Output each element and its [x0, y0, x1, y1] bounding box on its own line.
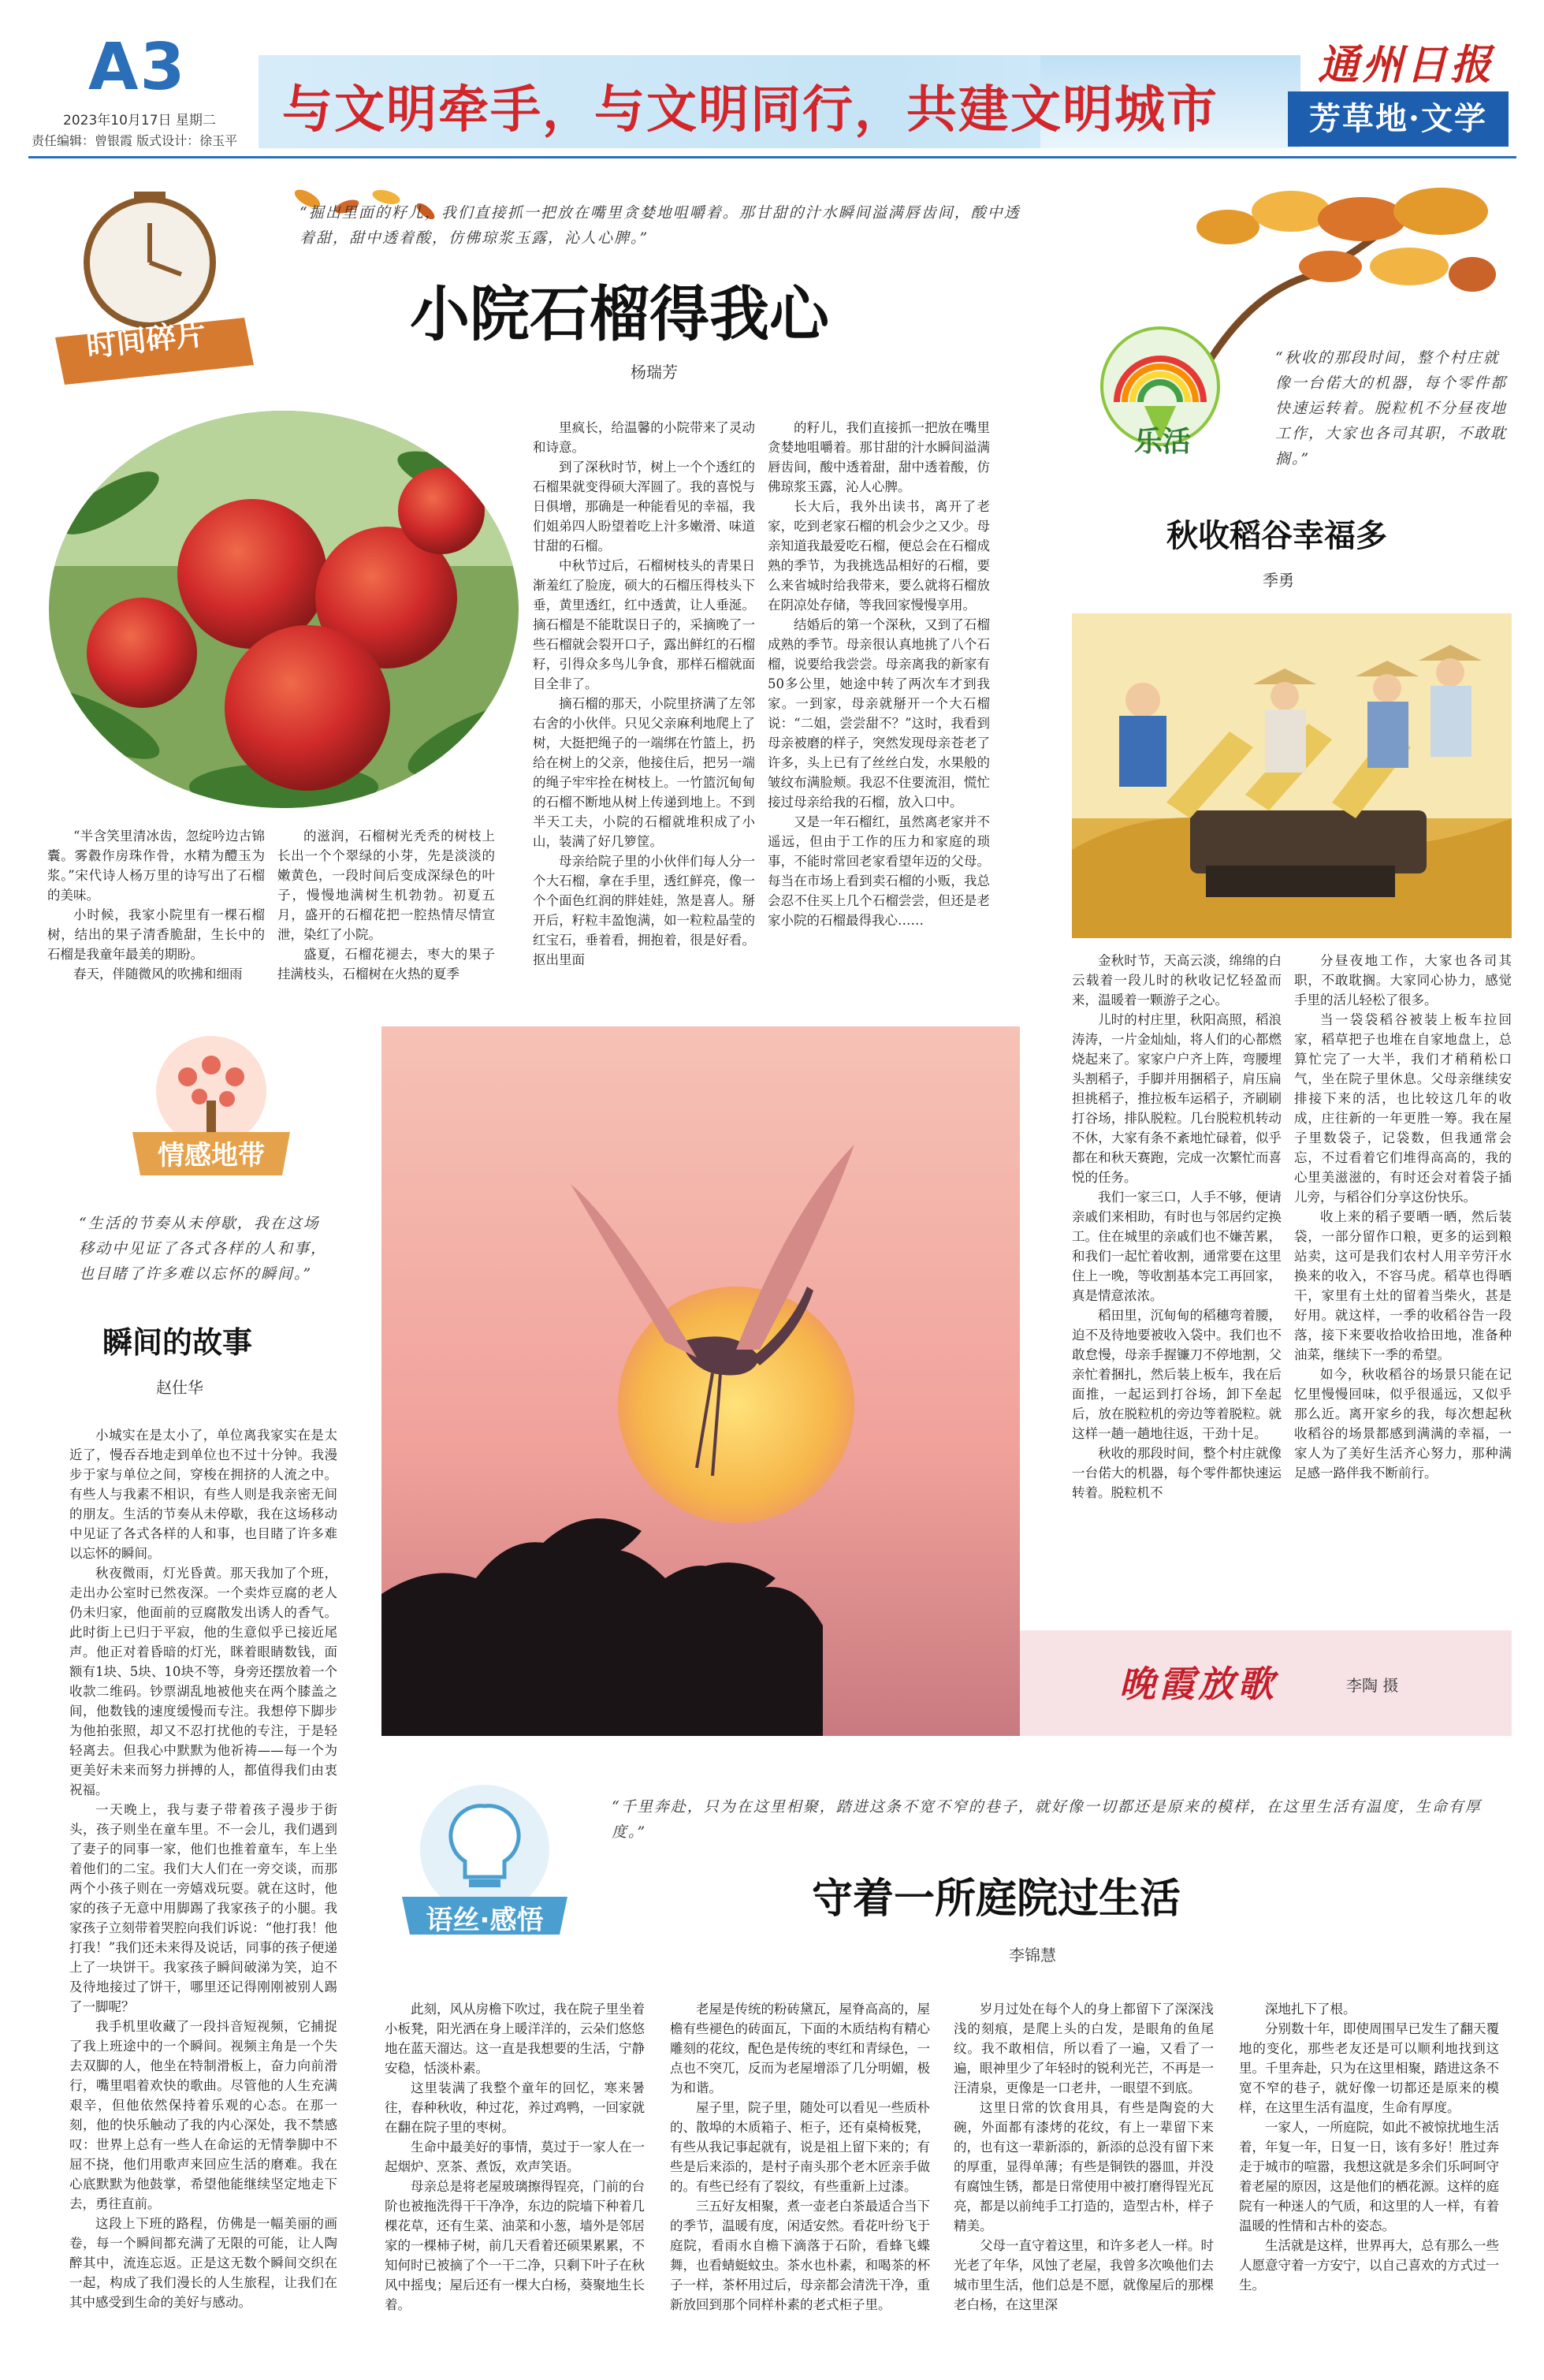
article4-title: 守着一所庭院过生活	[812, 1875, 1181, 1923]
article4-col2: 老屋是传统的粉砖黛瓦，屋脊高高的，屋檐有些褪色的砖面瓦，下面的木质结构有精心雕刻的花纹，配色是传统的枣红和青绿色，一点也不突兀，反而为老屋增添了几分明媚，极为和谐。 屋子里，院子里，随处可以看见一些质朴的、散埠的木质箱子、柜子，还有桌椅板凳，有些从我记事起就有，说是祖上留下来的；有些是后来添的，是村子南头那个老木匠亲手做的。有些已经有了裂纹，有些重新上过漆。 三五好友相聚，煮一壶老白茶最适合当下的季节，温暖有度，闲适安然。看花叶纷飞于庭院，看雨水自檐下滴落于石阶，看蜂飞蝶舞，也看蜻蜓蚊虫。茶水也朴素，和喝茶的杯子一样，茶杯用过后，母亲都会清洗干净，重新放回到那个同样朴素的老式柜子里。	[670, 2002, 930, 2312]
article3-col1: 小城实在是太小了，单位离我家实在是太近了，慢吞吞地走到单位也不过十分钟。我漫步于家与单位之间，穿梭在拥挤的人流之中。有些人与我素不相识，有些人则是我亲密无间的朋友。生活的节奏从未停歇，我在这场移动中见证了各式各样的人和事，也目睹了许多难以忘怀的瞬间。 秋夜微雨，灯光昏黄。那天我加了个班，走出办公室时已然夜深。一个卖炸豆腐的老人仍未归家，他面前的豆腐散发出诱人的香气。此时街上已归于平寂，他的生意似乎已接近尾声。他正对着昏暗的灯光，眯着眼睛数钱，面额有1块、5块、10块不等，身旁还摆放着一个收款二维码。钞票湖乱地被他夹在两个膝盖之间，他数钱的速度缓慢而专注。我想停下脚步为他拍张照，却又不忍打扰他的专注，于是轻轻离去。但我心中默默为他祈祷——每一个为更美好未来而努力拼搏的人，都值得我们由衷祝福。 一天晚上，我与妻子带着孩子漫步于街头，孩子则坐在童车里。不一会儿，我们遇到了妻子的同事一家，他们也推着童车，车上坐着他们的二宝。我们大人们在一旁交谈，而那两个小孩子则在一旁嬉戏玩耍。就在这时，他家的孩子无意中用脚踢了我家孩子的小腿。我家孩子立刻带着哭腔向我们诉说：“他打我！他打我！”我们还未来得及说话，同事的孩子便递上了一块饼干。我家孩子瞬间破涕为笑，迫不及待地接过了饼干，哪里还记得刚刚被别人踢了一脚呢？ 我手机里收藏了一段抖音短视频，它捕捉了我上班途中的一个瞬间。视频主角是一个失去双脚的人，他坐在特制滑板上，奋力向前滑行，嘴里唱着欢快的歌曲。尽管他的人生充满艰辛，但他依然保持着乐观的心态。在那一刻，他的快乐触动了我的内心深处，我不禁感叹：世界上总有一些人在命运的无情拳脚中不屈不挠，他们用歌声来回应生活的磨难。我在心底默默为他鼓掌，希望他能继续坚定地走下去，勇往直前。 这段上下班的路程，仿佛是一幅美丽的画卷，每一个瞬间都充满了无限的可能，让人陶醉其中，流连忘返。正是这无数个瞬间交织在一起，构成了我们漫长的人生旅程，让我们在其中感受到生命的美好与感动。	[69, 1428, 337, 2310]
paper-logo: 通州日报	[1318, 41, 1495, 89]
article1-title: 小院石榴得我心	[410, 279, 829, 349]
banner	[259, 55, 1300, 148]
tag-time-fragments: 时间碎片	[84, 316, 208, 363]
article2-col2: 分昼夜地工作，大家也各司其职，不敢耽搁。大家同心协力，感觉手里的活儿轻松了很多。 当一袋袋稻谷被装上板车拉回家，稻草把子也堆在自家地盘上，总算忙完了一大半，我们才稍稍松口气，坐在院子里休息。父母亲继续安排接下来的活，也比较这几年的收成，庄往新的一年更胜一筹。我在屋子里数袋子，记袋数，但我通常会忘，不过看着它们堆得高高的，我的心里美滋滋的，有时还会对着袋子插儿旁，与稻谷们分享这份快乐。 收上来的稻子要晒一晒，然后装袋，一部分留作口粮，更多的运到粮站卖，这可是我们农村人用辛劳汗水换来的收入，不容马虎。稻草也得晒干，家里有土灶的留着当柴火，甚是好用。就这样，一季的收稻谷告一段落，接下来要收拾收拾田地，准备种油菜，继续下一季的希望。 如今，秋收稻谷的场景只能在记忆里慢慢回味，似乎很遥远，又似乎那么近。离开家乡的我，每次想起秋收稻谷的场景都感到满满的幸福，一家人为了美好生活齐心努力，那种满足感一路伴我不断前行。	[1294, 953, 1512, 1481]
article4-col3: 岁月过处在每个人的身上都留下了深深浅浅的刻痕，是爬上头的白发，是眼角的鱼尾纹。我不敢相信，所以看了一遍，又看了一遍，眼神里少了年轻时的锐利光芒，不再是一汪清泉，更像是一口老井，一眼望不到底。 这里日常的饮食用具，有些是陶瓷的大碗，外面都有漆烤的花纹，有上一辈留下来的，也有这一辈新添的，新添的总没有留下来的厚重，显得单薄；有些是铜铁的器皿，并没有腐蚀生锈，都是日常使用中被打磨得锃光瓦亮，都是以前纯手工打造的，造型古朴，样子精美。 父母一直守着这里，和许多老人一样。时光老了年华，风蚀了老屋，我曾多次唤他们去城市里生活，他们总是不愿，就像屋后的那棵老白杨，在这里深	[954, 2002, 1214, 2312]
article1-col1: “半含笑里清冰齿，忽绽吟边古锦囊。雾縠作房珠作骨，水精为醴玉为浆。”宋代诗人杨万里的诗写出了石榴的美味。 小时候，我家小院里有一棵石榴树，结出的果子清香脆甜，生长中的石榴是我童年最美的期盼。 春天，伴随微风的吹拂和细雨	[47, 829, 265, 981]
article2-quote: “秋收的那段时间，整个村庄就像一台偌大的机器，每个零件都快速运转着。脱粒机不分昼夜地工作，大家也各司其职，不敢耽搁。”	[1275, 349, 1508, 467]
photo-credit: 李陶 摄	[1346, 1676, 1399, 1695]
article3-title: 瞬间的故事	[102, 1324, 253, 1360]
tag-lohas: 乐活	[1133, 426, 1191, 458]
section-tab: 芳草地·文学	[1288, 91, 1509, 147]
tag-insight: 语丝·感悟	[426, 1905, 544, 1936]
article1-quote: “掘出里面的籽儿，我们直接抓一把放在嘴里贪婪地咀嚼着。那甘甜的汁水瞬间溢满唇齿间，酸中透着甜，甜中透着酸，仿佛琼浆玉露，沁人心脾。”	[299, 204, 1021, 247]
harvest-illustration	[1072, 613, 1512, 938]
article2-col1: 金秋时节，天高云淡，绵绵的白云载着一段儿时的秋收记忆轻盈而来，温暖着一颗游子之心。 儿时的村庄里，秋阳高照，稻浪涛涛，一片金灿灿，将人们的心都燃烧起来了。家家户户齐上阵，弯腰埋头割稻子，手脚并用捆稻子，肩压扁担挑稻子，推拉板车运稻子，齐刷刷打谷场，排队脱粒。几台脱粒机转动不休，大家有条不紊地忙碌着，似乎都在和秋天赛跑，完成一次繁忙而喜悦的任务。 我们一家三口，人手不够，便请亲戚们来相助，有时也与邻居约定换工。住在城里的亲戚们也不嫌苦累，和我们一起忙着收割，通常要在这里住上一晚，等收割基本完工再回家，真是情意浓浓。 稻田里，沉甸甸的稻穗弯着腰，迫不及待地要被收入袋中。我们也不敢怠慢，母亲手握镰刀不停地割，父亲忙着捆扎，然后装上板车，我在后面推，一起运到打谷场，卸下垒起后，放在脱粒机的旁边等着脱粒。就这样一趟一趟地往返，干劲十足。 秋收的那段时间，整个村庄就像一台偌大的机器，每个零件都快速运转着。脱粒机不	[1072, 953, 1282, 1500]
article4-col1: 此刻，风从房檐下吹过，我在院子里坐着小板凳，阳光洒在身上暖洋洋的，云朵们悠悠地在蓝天溜达。这一直是我想要的生活，宁静安稳，恬淡朴素。 这里装满了我整个童年的回忆，寒来暑往，春种秋收，种过花，养过鸡鸭，一回家就在翻在院子里的枣树。 生命中最美好的事情，莫过于一家人在一起烟炉、烹茶、煮饭，欢声笑语。 母亲总是将老屋玻璃擦得锃亮，门前的台阶也被拖洗得干干净净，东边的院墙下种着几棵花草，还有生菜、油菜和小葱，墙外是邻居家的一棵柿子树，前几天看着还硕果累累，不知何时已被摘了个一干二净，只剩下叶子在秋风中摇曳；屋后还有一棵大白杨，葵聚地生长着。	[385, 2002, 645, 2312]
article1-col4: 的籽儿，我们直接抓一把放在嘴里贪婪地咀嚼着。那甘甜的汁水瞬间溢满唇齿间，酸中透着甜，甜中透着酸，仿佛琼浆玉露，沁人心脾。 长大后，我外出读书，离开了老家，吃到老家石榴的机会少之又少。母亲知道我最爱吃石榴，便总会在石榴成熟的季节，为我挑选品相好的石榴，要么来省城时给我带来，要么就将石榴放在阴凉处存储，等我回家慢慢享用。 结婚后的第一个深秋，又到了石榴成熟的季节。母亲很认真地挑了八个石榴，说要给我尝尝。母亲离我的新家有50多公里，她途中转了两次车才到我家。一到家，母亲就掰开一个大石榴说：“二姐，尝尝甜不？”这时，我看到母亲被磨的样子，突然发现母亲苍老了许多，头上已有了丝丝白发，水果般的皱纹布满脸颊。我忍不住要流泪，慌忙接过母亲给我的石榴，放入口中。 又是一年石榴红，虽然离老家并不遥远，但由于工作的压力和家庭的琐事，不能时常回老家看望年迈的父母。每当在市场上看到卖石榴的小贩，我总会忍不住买上几个石榴尝尝，但还是老家小院的石榴最得我心……	[768, 420, 990, 928]
photo-title: 晚霞放歌	[1119, 1663, 1277, 1705]
header-rule	[28, 156, 1516, 158]
article4-col4: 深地扎下了根。 分别数十年，即使周围早已发生了翻天覆地的变化，那些老友还是可以顺利地找到这里。千里奔赴，只为在这里相聚，踏进这条不宽不窄的巷子，就好像一切都还是原来的模样，在这里生活有温度，生命有厚度。 一家人，一所庭院，如此不被惊扰地生活着，年复一年，日复一日，该有多好！胜过奔走于城市的喧嚣，我想这就是多余们乐呵呵守着老屋的原因，这是他们的栖花源。这样的庭院有一种迷人的气质，和这里的人一样，有着温暖的性情和古朴的姿态。 生活就是这样，世界再大，总有那么一些人愿意守着一方安宁，以自己喜欢的方式过一生。	[1239, 2002, 1499, 2292]
article3-quote: “生活的节奏从未停歇，我在这场移动中见证了各式各样的人和事，也目睹了许多难以忘怀的瞬间。”	[79, 1215, 328, 1283]
article1-col3: 里疯长，给温馨的小院带来了灵动和诗意。 到了深秋时节，树上一个个透红的石榴果就变得硕大浑圆了。我的喜悦与日俱增，那确是一种能看见的幸福，我们姐弟四人盼望着吃上汁多嫩滑、味道甘甜的石榴。 中秋节过后，石榴树枝头的青果日渐羞红了脸庞，硕大的石榴压得枝头下垂，黄里透红，红中透黄，让人垂涎。摘石榴是不能耽误日子的，采摘晚了一些石榴就会裂开口子，露出鲜红的石榴籽，引得众多鸟儿争食，那样石榴就面目全非了。 摘石榴的那天，小院里挤满了左邻右舍的小伙伴。只见父亲麻利地爬上了树，大挺把绳子的一端绑在竹篮上，扔给在树上的父亲，他接住后，把另一端的绳子牢牢拴在树枝上。一竹篮沉甸甸的石榴不断地从树上传递到地上。不到半天工夫，小院的石榴就堆积成了小山，装满了好几箩筐。 母亲给院子里的小伙伴们每人分一个大石榴，拿在手里，透红鲜亮，像一个个面色红润的胖娃娃，煞是喜人。掰开后，籽粒丰盈饱满，如一粒粒晶莹的红宝石，垂着看，拥抱着，很是好看。抠出里面	[533, 420, 755, 967]
article4-author: 李锦慧	[1009, 1946, 1056, 1965]
page-date: 2023年10月17日 星期二	[63, 113, 216, 128]
banner-slogan: 与文明牵手，与文明同行，共建文明城市	[282, 80, 1218, 140]
article2-title: 秋收稻谷幸福多	[1166, 517, 1387, 554]
page-editors: 责任编辑：曾银霞 版式设计：徐玉平	[32, 133, 238, 148]
article2-author: 季勇	[1263, 571, 1294, 590]
article1-author: 杨瑞芳	[631, 363, 678, 382]
article4-quote: “千里奔赴，只为在这里相聚，踏进这条不宽不窄的巷子，就好像一切都还是原来的模样，在这里生活有温度，生命有厚度。”	[612, 1798, 1482, 1841]
sunset-crane-photo	[381, 1026, 1020, 1736]
pomegranate-photo	[47, 408, 520, 810]
article1-col2: 的滋润，石榴树光秃秃的树枝上长出一个个翠绿的小芽，先是淡淡的嫩黄色，一段时间后变成深绿色的叶子，慢慢地满树生机勃勃。初夏五月，盛开的石榴花把一腔热情尽情宣泄，染红了小院。 盛夏，石榴花褪去，枣大的果子挂满枝头，石榴树在火热的夏季	[277, 829, 495, 981]
tag-emotion-zone: 情感地带	[158, 1140, 265, 1171]
article3-author: 赵仕华	[156, 1378, 203, 1397]
page-number: A3	[88, 30, 187, 105]
